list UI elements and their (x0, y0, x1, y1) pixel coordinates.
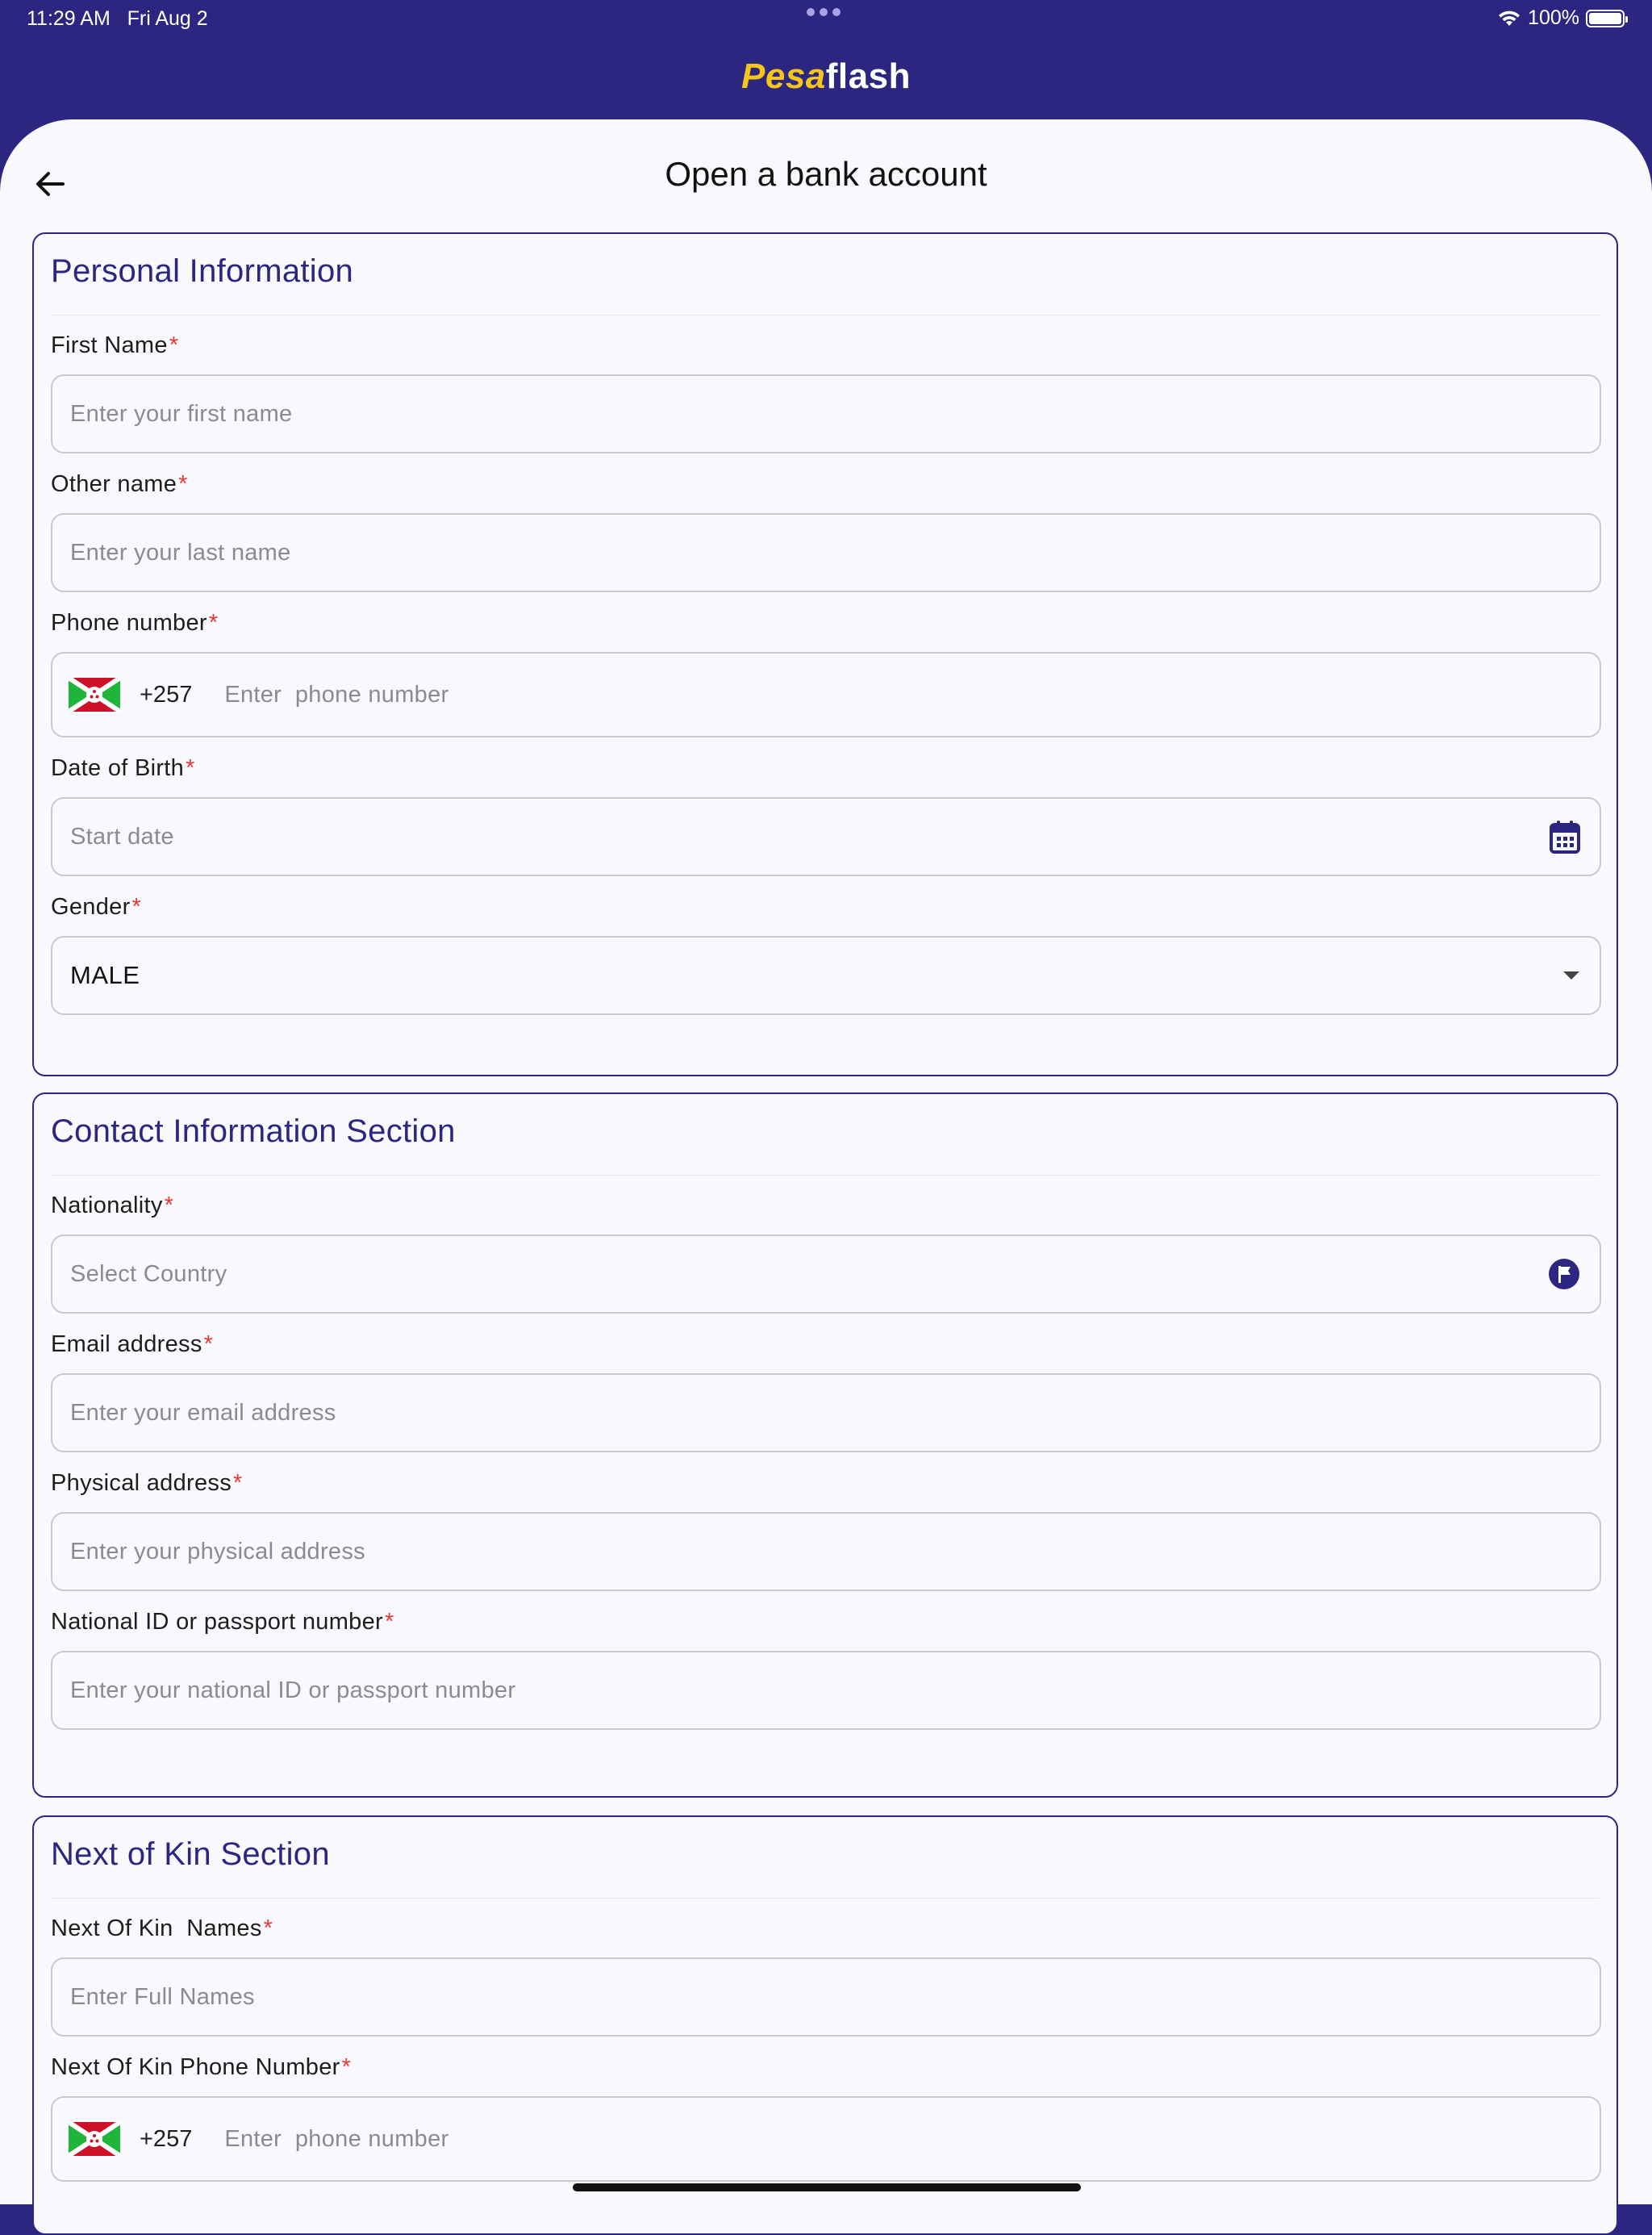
next-of-kin-phone-field[interactable] (51, 2096, 1601, 2182)
home-indicator[interactable] (573, 2183, 1081, 2191)
other-name-label: Other name* (51, 471, 188, 497)
nationality-input[interactable] (69, 1260, 1362, 1289)
date-of-birth-input[interactable] (69, 823, 1362, 851)
wifi-icon (1497, 10, 1521, 27)
burundi-flag-icon[interactable] (69, 2122, 120, 2156)
phone-number-field[interactable] (51, 652, 1601, 737)
national-id-label: National ID or passport number* (51, 1609, 394, 1635)
dropdown-caret-icon[interactable] (1562, 971, 1580, 980)
physical-address-field[interactable] (51, 1512, 1601, 1591)
gender-label: Gender* (51, 894, 142, 920)
status-bar (0, 0, 1652, 37)
contact-information-card (32, 1092, 1618, 1798)
next-of-kin-names-label: Next Of Kin Names* (51, 1915, 273, 1941)
physical-address-input[interactable] (69, 1538, 1362, 1566)
next-of-kin-phone-input[interactable] (223, 2125, 1516, 2154)
flag-icon[interactable] (1548, 1258, 1580, 1290)
page-title: Open a bank account (665, 155, 987, 193)
section-heading: Contact Information Section (51, 1113, 456, 1149)
national-id-field[interactable] (51, 1651, 1601, 1730)
nationality-label: Nationality* (51, 1193, 174, 1218)
country-code[interactable]: +257 (140, 681, 193, 708)
battery-percentage: 100% (1528, 6, 1579, 29)
personal-information-card (32, 232, 1618, 1076)
section-heading: Personal Information (51, 253, 354, 289)
status-time: 11:29 AM Fri Aug 2 (27, 7, 208, 30)
national-id-input[interactable] (69, 1677, 1362, 1705)
email-field[interactable] (51, 1373, 1601, 1452)
divider (51, 1898, 1600, 1899)
phone-number-input[interactable] (223, 681, 1516, 709)
next-of-kin-phone-label: Next Of Kin Phone Number* (51, 2054, 352, 2080)
burundi-flag-icon[interactable] (69, 678, 120, 712)
other-name-input[interactable] (69, 539, 1362, 567)
app-logo: Pesaflash (741, 56, 911, 96)
first-name-label: First Name* (51, 332, 179, 358)
gender-selected-value[interactable]: MALE (70, 961, 140, 989)
email-label: Email address* (51, 1331, 214, 1357)
next-of-kin-card (32, 1815, 1618, 2235)
other-name-field[interactable] (51, 513, 1601, 592)
physical-address-label: Physical address* (51, 1470, 243, 1496)
phone-number-label: Phone number* (51, 610, 219, 636)
battery-icon (1586, 10, 1625, 27)
email-input[interactable] (69, 1399, 1362, 1427)
main-sheet (0, 119, 1652, 2204)
first-name-input[interactable] (69, 400, 1362, 428)
date-of-birth-label: Date of Birth* (51, 755, 195, 781)
date-of-birth-field[interactable] (51, 797, 1601, 876)
country-code[interactable]: +257 (140, 2125, 193, 2152)
nationality-field[interactable] (51, 1234, 1601, 1314)
first-name-field[interactable] (51, 374, 1601, 453)
multitasking-dots-icon[interactable] (807, 8, 841, 16)
calendar-icon[interactable] (1550, 820, 1580, 854)
section-heading: Next of Kin Section (51, 1836, 330, 1872)
next-of-kin-names-input[interactable] (69, 1983, 1362, 2012)
next-of-kin-names-field[interactable] (51, 1957, 1601, 2037)
status-right (1497, 6, 1625, 30)
gender-select[interactable] (51, 936, 1601, 1015)
divider (51, 1175, 1600, 1176)
